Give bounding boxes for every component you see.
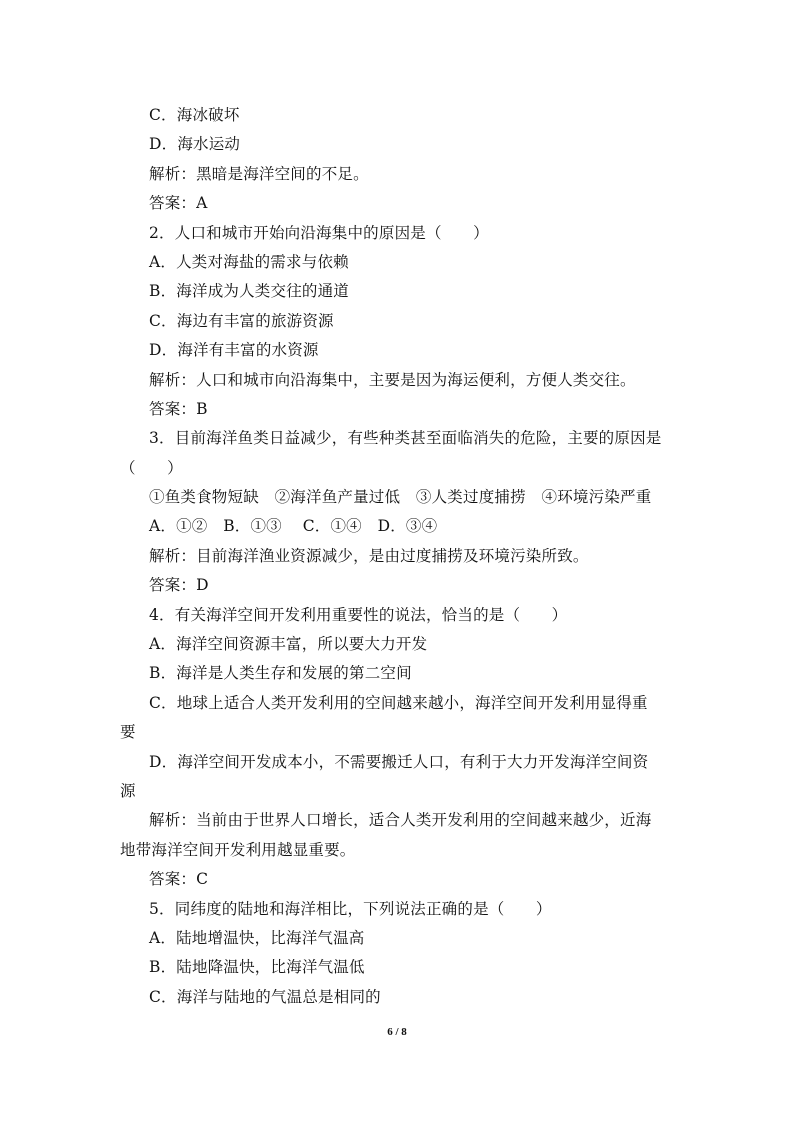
text-line: 源 <box>120 781 136 800</box>
text-line: 3．目前海洋鱼类日益减少，有些种类甚至面临消失的危险，主要的原因是 <box>149 429 662 448</box>
text-line: 解析：黑暗是海洋空间的不足。 <box>149 164 369 183</box>
text-line: ①鱼类食物短缺 ②海洋鱼产量过低 ③人类过度捕捞 ④环境污染严重 <box>149 488 652 507</box>
text-line: 4．有关海洋空间开发利用重要性的说法，恰当的是（ ） <box>149 605 568 624</box>
text-line: 答案：B <box>149 399 208 418</box>
text-line: A．海洋空间资源丰富，所以要大力开发 <box>149 635 428 654</box>
text-line: B．海洋成为人类交往的通道 <box>149 282 349 301</box>
document-body <box>120 101 675 1012</box>
text-line: 要 <box>120 723 136 742</box>
text-line: 地带海洋空间开发利用越显重要。 <box>120 840 356 859</box>
text-line: A．①② B．①③ C．①④ D．③④ <box>149 517 438 536</box>
text-line: B．陆地降温快，比海洋气温低 <box>149 958 365 977</box>
text-line: D．海洋有丰富的水资源 <box>149 341 319 360</box>
text-line: 答案：A <box>149 194 208 213</box>
text-line: A．人类对海盐的需求与依赖 <box>149 252 349 271</box>
text-line: 答案：D <box>149 576 209 595</box>
text-line: 答案：C <box>149 870 209 889</box>
text-line: D．海水运动 <box>149 135 241 154</box>
page-number: 6 / 8 <box>387 1026 407 1038</box>
text-line: （ ） <box>120 458 183 477</box>
text-line: 2．人口和城市开始向沿海集中的原因是（ ） <box>149 223 489 242</box>
text-line: 5．同纬度的陆地和海洋相比，下列说法正确的是（ ） <box>149 899 552 918</box>
text-line: D．海洋空间开发成本小，不需要搬迁人口，有利于大力开发海洋空间资 <box>149 752 649 771</box>
text-line: 解析：人口和城市向沿海集中，主要是因为海运便利，方便人类交往。 <box>149 370 636 389</box>
text-line: 解析：当前由于世界人口增长，适合人类开发利用的空间越来越少，近海 <box>149 811 652 830</box>
text-line: C．海洋与陆地的气温总是相同的 <box>149 987 381 1006</box>
text-line: C．海冰破坏 <box>149 106 240 124</box>
text-line: C．地球上适合人类开发利用的空间越来越小，海洋空间开发利用显得重 <box>149 693 648 712</box>
text-line: C．海边有丰富的旅游资源 <box>149 311 334 330</box>
text-line: B．海洋是人类生存和发展的第二空间 <box>149 664 412 683</box>
text-line: A．陆地增温快，比海洋气温高 <box>149 928 365 947</box>
text-line: 解析：目前海洋渔业资源减少，是由过度捕捞及环境污染所致。 <box>149 546 589 565</box>
